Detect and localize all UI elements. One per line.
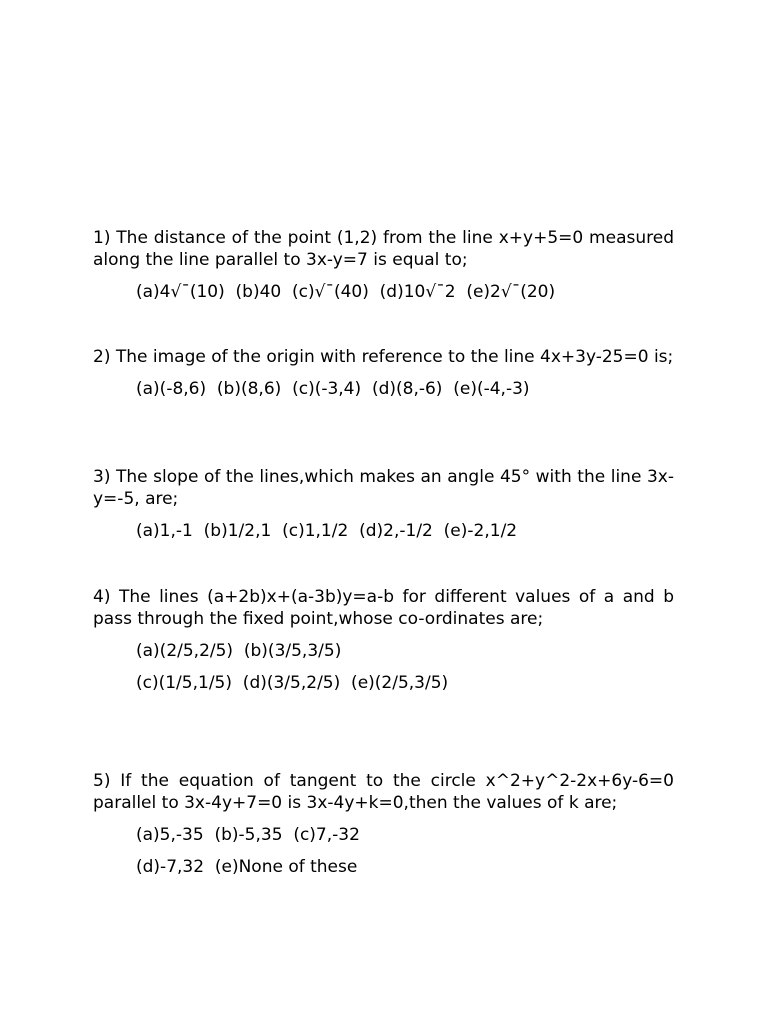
question-4-options-line-1: (a)(2/5,2/5) (b)(3/5,3/5)	[136, 641, 342, 661]
question-1-options-line-1: (a)4√¯(10) (b)40 (c)√¯(40) (d)10√¯2 (e)2√¯(20)	[136, 282, 556, 302]
question-2	[93, 346, 674, 400]
question-3	[93, 466, 674, 542]
question-5	[93, 770, 674, 878]
question-5-text: 5) If the equation of tangent to the circle x^2+y^2-2x+6y-6=0 parallel to 3x-4y+7=0 is 3x-4y+k=0,then the values of k are;	[93, 771, 674, 813]
question-4-options-line-2: (c)(1/5,1/5) (d)(3/5,2/5) (e)(2/5,3/5)	[136, 673, 449, 693]
question-1-text: 1) The distance of the point (1,2) from the line x+y+5=0 measured along the line parallel to 3x-y=7 is equal to;	[93, 228, 674, 270]
question-4-text: 4) The lines (a+2b)x+(a-3b)y=a-b for different values of a and b pass through the fixed point,whose co-ordinates are;	[93, 587, 674, 629]
question-5-options-line-1: (a)5,-35 (b)-5,35 (c)7,-32	[136, 825, 360, 845]
question-1	[93, 227, 674, 303]
question-3-options-line-1: (a)1,-1 (b)1/2,1 (c)1,1/2 (d)2,-1/2 (e)-2,1/2	[136, 521, 518, 541]
question-4	[93, 586, 674, 694]
question-2-text: 2) The image of the origin with reference to the line 4x+3y-25=0 is;	[93, 347, 674, 367]
question-2-options-line-1: (a)(-8,6) (b)(8,6) (c)(-3,4) (d)(8,-6) (e)(-4,-3)	[136, 379, 530, 399]
question-5-options-line-2: (d)-7,32 (e)None of these	[136, 857, 358, 877]
question-3-text: 3) The slope of the lines,which makes an angle 45° with the line 3x-y=-5, are;	[93, 467, 674, 509]
